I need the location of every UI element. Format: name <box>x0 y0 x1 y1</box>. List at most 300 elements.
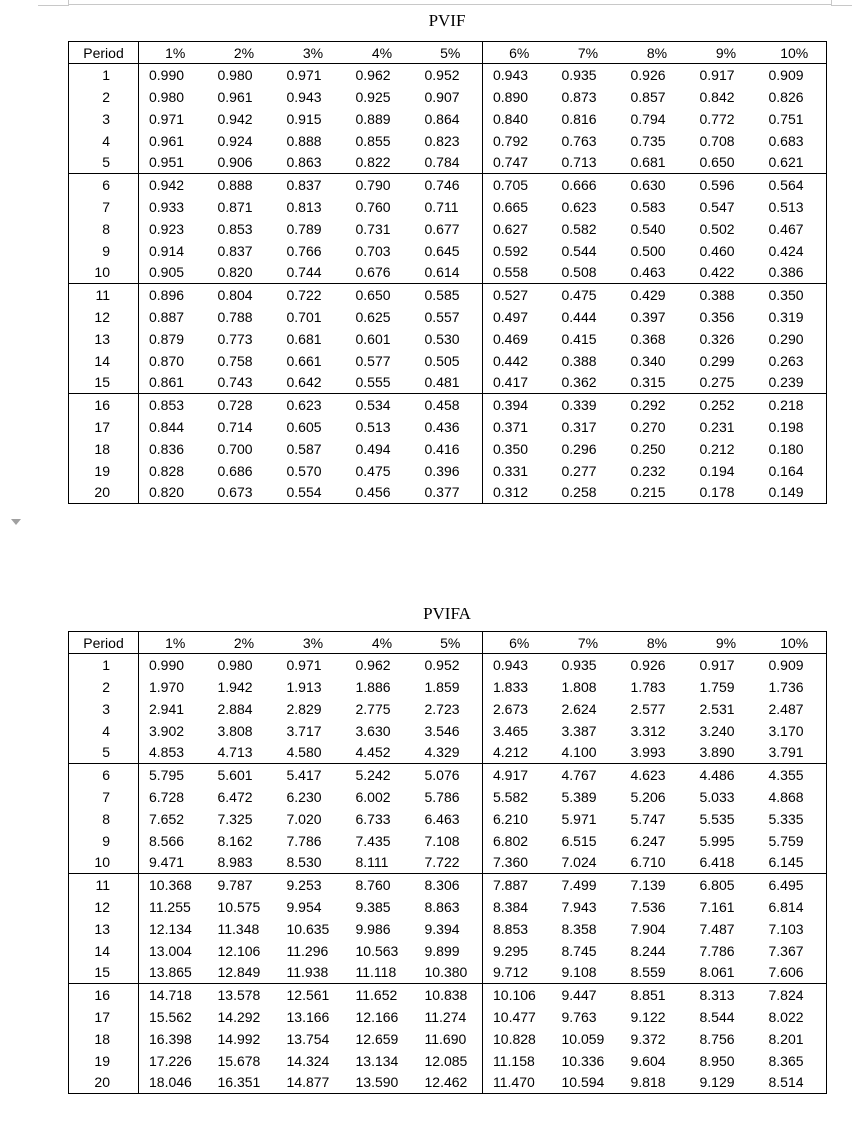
table-row <box>69 984 827 1006</box>
factor-cell: 8.760 <box>355 876 391 893</box>
triangle-down-icon[interactable] <box>11 519 21 525</box>
factor-cell: 11.690 <box>424 1030 467 1047</box>
factor-cell: 5.759 <box>768 832 804 849</box>
table-row <box>69 438 827 460</box>
factor-cell: 0.924 <box>217 132 253 149</box>
period-cell: 2 <box>102 678 110 695</box>
factor-cell: 0.804 <box>217 286 253 303</box>
factor-cell: 0.587 <box>286 440 322 457</box>
factor-cell: 5.076 <box>424 766 460 783</box>
factor-cell: 6.472 <box>217 788 253 805</box>
period-cell: 1 <box>102 66 110 83</box>
factor-cell: 5.033 <box>699 788 735 805</box>
table-row <box>69 416 827 438</box>
factor-cell: 0.513 <box>768 198 804 215</box>
period-cell: 16 <box>94 396 110 413</box>
factor-cell: 13.134 <box>355 1052 399 1069</box>
factor-cell: 8.306 <box>424 876 460 893</box>
factor-cell: 8.244 <box>630 942 666 959</box>
factor-cell: 4.212 <box>483 742 552 764</box>
factor-cell: 6.802 <box>483 830 552 852</box>
factor-cell: 0.502 <box>699 220 735 237</box>
factor-cell: 0.763 <box>561 132 597 149</box>
factor-cell: 3.717 <box>286 722 322 739</box>
table-row <box>69 482 827 504</box>
factor-cell: 4.452 <box>346 742 415 764</box>
factor-cell: 0.863 <box>277 152 346 174</box>
factor-cell: 0.889 <box>355 110 391 127</box>
factor-cell: 0.252 <box>699 396 735 413</box>
table-row <box>69 786 827 808</box>
factor-cell: 5.995 <box>699 832 735 849</box>
factor-cell: 0.596 <box>699 176 735 193</box>
factor-cell: 15.562 <box>139 1006 208 1028</box>
factor-cell: 9.954 <box>286 898 322 915</box>
factor-cell: 0.424 <box>768 242 804 259</box>
factor-cell: 7.360 <box>483 852 552 874</box>
pvif-header-period: Period <box>69 42 139 64</box>
factor-cell: 0.943 <box>286 88 322 105</box>
factor-cell: 0.788 <box>217 308 253 325</box>
pvifa-header-row <box>69 632 827 654</box>
factor-cell: 10.828 <box>483 1028 552 1050</box>
table-row <box>69 350 827 372</box>
factor-cell: 7.024 <box>552 852 621 874</box>
factor-cell: 0.731 <box>355 220 391 237</box>
factor-cell: 1.833 <box>483 676 552 698</box>
factor-cell: 0.475 <box>355 462 391 479</box>
factor-cell: 0.388 <box>561 352 597 369</box>
factor-cell: 9.295 <box>483 940 552 962</box>
factor-cell: 0.263 <box>768 352 804 369</box>
period-cell: 18 <box>94 1030 110 1047</box>
factor-cell: 4.100 <box>552 742 621 764</box>
table-row <box>69 1050 827 1072</box>
period-cell: 18 <box>94 440 110 457</box>
factor-cell: 0.926 <box>630 656 666 673</box>
period-cell: 8 <box>102 220 110 237</box>
table-row <box>69 654 827 676</box>
factor-cell: 0.747 <box>483 152 552 174</box>
factor-cell: 0.463 <box>621 262 690 284</box>
factor-cell: 4.853 <box>139 742 208 764</box>
factor-cell: 0.164 <box>768 462 804 479</box>
factor-cell: 0.315 <box>621 372 690 394</box>
factor-cell: 11.274 <box>424 1008 467 1025</box>
period-cell: 15 <box>69 962 139 984</box>
factor-cell: 0.853 <box>217 220 253 237</box>
factor-cell: 0.713 <box>552 152 621 174</box>
factor-cell: 9.471 <box>139 852 208 874</box>
factor-cell: 3.890 <box>690 742 759 764</box>
factor-cell: 0.592 <box>483 240 552 262</box>
factor-cell: 8.111 <box>346 852 415 874</box>
factor-cell: 9.122 <box>630 1008 666 1025</box>
factor-cell: 3.546 <box>424 722 460 739</box>
factor-cell: 0.836 <box>139 438 208 460</box>
factor-cell: 6.210 <box>483 808 552 830</box>
pvif-header-1pct: 1% <box>139 42 208 64</box>
table-row <box>69 676 827 698</box>
period-cell: 11 <box>95 286 110 303</box>
factor-cell: 0.677 <box>424 220 460 237</box>
factor-cell: 0.980 <box>217 66 253 83</box>
factor-cell: 8.061 <box>690 962 759 984</box>
factor-cell: 0.935 <box>561 656 597 673</box>
factor-cell: 8.756 <box>699 1030 735 1047</box>
factor-cell: 0.296 <box>561 440 597 457</box>
factor-cell: 0.494 <box>355 440 391 457</box>
factor-cell: 10.106 <box>483 984 552 1006</box>
factor-cell: 8.851 <box>630 986 666 1003</box>
factor-cell: 0.728 <box>217 396 253 413</box>
factor-cell: 4.767 <box>561 766 597 783</box>
factor-cell: 9.385 <box>355 898 391 915</box>
factor-cell: 0.386 <box>759 262 827 284</box>
factor-cell: 0.194 <box>699 462 735 479</box>
factor-cell: 6.814 <box>768 898 804 915</box>
period-cell: 5 <box>69 152 139 174</box>
factor-cell: 1.808 <box>561 678 597 695</box>
factor-cell: 7.904 <box>630 920 666 937</box>
factor-cell: 7.325 <box>217 810 253 827</box>
factor-cell: 12.849 <box>208 962 277 984</box>
page-corner-right <box>831 0 852 6</box>
factor-cell: 0.844 <box>139 416 208 438</box>
factor-cell: 0.394 <box>483 394 552 416</box>
factor-cell: 0.792 <box>483 130 552 152</box>
table-row <box>69 1028 827 1050</box>
factor-cell: 0.971 <box>286 656 322 673</box>
factor-cell: 10.635 <box>286 920 330 937</box>
factor-cell: 5.389 <box>561 788 597 805</box>
factor-cell: 0.820 <box>139 482 208 504</box>
factor-cell: 0.621 <box>759 152 827 174</box>
factor-cell: 12.462 <box>424 1074 468 1091</box>
factor-cell: 8.530 <box>277 852 346 874</box>
factor-cell: 10.575 <box>217 898 261 915</box>
pvif-header-7pct: 7% <box>552 42 621 64</box>
factor-cell: 2.673 <box>483 698 552 720</box>
factor-cell: 0.705 <box>483 174 552 196</box>
table-row <box>69 1006 827 1028</box>
factor-cell: 0.218 <box>768 396 804 413</box>
factor-cell: 3.170 <box>768 722 804 739</box>
factor-cell: 0.676 <box>346 262 415 284</box>
factor-cell: 0.926 <box>630 66 666 83</box>
factor-cell: 0.701 <box>286 308 322 325</box>
factor-cell: 10.838 <box>424 986 468 1003</box>
pvifa-header-3pct: 3% <box>277 632 346 654</box>
factor-cell: 4.580 <box>277 742 346 764</box>
factor-cell: 0.557 <box>424 308 460 325</box>
factor-cell: 0.350 <box>483 438 552 460</box>
factor-cell: 0.630 <box>630 176 666 193</box>
factor-cell: 0.888 <box>286 132 322 149</box>
factor-cell: 8.358 <box>561 920 597 937</box>
factor-cell: 0.681 <box>286 330 322 347</box>
factor-cell: 0.887 <box>139 306 208 328</box>
factor-cell: 0.180 <box>768 440 804 457</box>
factor-cell: 0.816 <box>561 110 597 127</box>
factor-cell: 0.990 <box>139 64 208 86</box>
factor-cell: 0.915 <box>286 110 322 127</box>
pvif-header-10pct: 10% <box>759 42 827 64</box>
factor-cell: 11.652 <box>355 986 398 1003</box>
factor-cell: 0.743 <box>208 372 277 394</box>
factor-cell: 10.563 <box>355 942 399 959</box>
factor-cell: 9.986 <box>355 920 391 937</box>
factor-cell: 0.896 <box>139 284 208 306</box>
factor-cell: 0.340 <box>630 352 666 369</box>
factor-cell: 8.950 <box>699 1052 735 1069</box>
pvif-header-2pct: 2% <box>208 42 277 64</box>
factor-cell: 8.201 <box>768 1030 804 1047</box>
factor-cell: 0.570 <box>286 462 322 479</box>
pvif-header-6pct: 6% <box>483 42 552 64</box>
table-row <box>69 742 827 764</box>
period-cell: 6 <box>102 176 110 193</box>
factor-cell: 13.754 <box>286 1030 330 1047</box>
factor-cell: 0.388 <box>699 286 735 303</box>
period-cell: 2 <box>102 88 110 105</box>
factor-cell: 0.760 <box>355 198 391 215</box>
table-row <box>69 698 827 720</box>
factor-cell: 0.416 <box>424 440 460 457</box>
factor-cell: 17.226 <box>139 1050 208 1072</box>
factor-cell: 13.590 <box>355 1074 399 1091</box>
period-cell: 19 <box>94 462 110 479</box>
factor-cell: 1.942 <box>217 678 253 695</box>
factor-cell: 0.444 <box>561 308 597 325</box>
factor-cell: 0.583 <box>630 198 666 215</box>
table-row <box>69 1072 827 1094</box>
factor-cell: 0.290 <box>768 330 804 347</box>
factor-cell: 0.212 <box>699 440 735 457</box>
factor-cell: 8.313 <box>699 986 735 1003</box>
factor-cell: 0.794 <box>630 110 666 127</box>
table-row <box>69 328 827 350</box>
factor-cell: 0.456 <box>355 484 391 501</box>
factor-cell: 0.708 <box>699 132 735 149</box>
page-top-rule <box>68 4 832 5</box>
factor-cell: 0.239 <box>759 372 827 394</box>
factor-cell: 6.418 <box>690 852 759 874</box>
factor-cell: 4.486 <box>699 766 735 783</box>
factor-cell: 0.397 <box>630 308 666 325</box>
period-cell: 7 <box>102 788 110 805</box>
factor-cell: 1.886 <box>355 678 391 695</box>
factor-cell: 0.623 <box>561 198 597 215</box>
table-row <box>69 394 827 416</box>
factor-cell: 6.230 <box>286 788 322 805</box>
factor-cell: 0.582 <box>561 220 597 237</box>
factor-cell: 7.020 <box>286 810 322 827</box>
factor-cell: 7.487 <box>699 920 735 937</box>
pvifa-header-5pct: 5% <box>415 632 483 654</box>
table-row <box>69 720 827 742</box>
factor-cell: 8.544 <box>699 1008 735 1025</box>
factor-cell: 7.367 <box>768 942 804 959</box>
factor-cell: 0.666 <box>561 176 597 193</box>
factor-cell: 0.577 <box>355 352 391 369</box>
factor-cell: 0.554 <box>286 484 322 501</box>
factor-cell: 0.377 <box>424 484 460 501</box>
table-row <box>69 940 827 962</box>
factor-cell: 0.508 <box>552 262 621 284</box>
factor-cell: 7.722 <box>415 852 483 874</box>
factor-cell: 0.861 <box>139 372 208 394</box>
pvif-header-3pct: 3% <box>277 42 346 64</box>
factor-cell: 0.250 <box>630 440 666 457</box>
factor-cell: 0.371 <box>483 416 552 438</box>
factor-cell: 8.853 <box>483 918 552 940</box>
factor-cell: 0.943 <box>483 64 552 86</box>
factor-cell: 0.645 <box>424 242 460 259</box>
period-cell: 12 <box>94 308 110 325</box>
factor-cell: 0.714 <box>217 418 253 435</box>
factor-cell: 0.605 <box>286 418 322 435</box>
factor-cell: 11.296 <box>286 942 329 959</box>
table-row <box>69 240 827 262</box>
factor-cell: 6.710 <box>621 852 690 874</box>
table-row <box>69 64 827 86</box>
factor-cell: 6.805 <box>699 876 735 893</box>
factor-cell: 0.942 <box>217 110 253 127</box>
factor-cell: 9.712 <box>483 962 552 984</box>
factor-cell: 4.868 <box>768 788 804 805</box>
period-cell: 4 <box>102 722 110 739</box>
period-cell: 3 <box>102 110 110 127</box>
factor-cell: 0.530 <box>424 330 460 347</box>
factor-cell: 9.253 <box>286 876 322 893</box>
factor-cell: 0.703 <box>355 242 391 259</box>
factor-cell: 0.292 <box>630 396 666 413</box>
table-row <box>69 262 827 284</box>
factor-cell: 0.460 <box>699 242 735 259</box>
table-row <box>69 86 827 108</box>
factor-cell: 2.941 <box>139 698 208 720</box>
factor-cell: 6.733 <box>355 810 391 827</box>
factor-cell: 0.422 <box>690 262 759 284</box>
factor-cell: 0.178 <box>699 484 735 501</box>
factor-cell: 1.859 <box>424 678 460 695</box>
factor-cell: 9.372 <box>630 1030 666 1047</box>
factor-cell: 8.162 <box>217 832 253 849</box>
factor-cell: 10.336 <box>561 1052 605 1069</box>
factor-cell: 9.447 <box>561 986 597 1003</box>
period-cell: 12 <box>94 898 110 915</box>
factor-cell: 0.215 <box>630 484 666 501</box>
period-cell: 14 <box>94 352 110 369</box>
factor-cell: 5.795 <box>139 764 208 786</box>
factor-cell: 11.348 <box>217 920 260 937</box>
period-cell: 3 <box>102 700 110 717</box>
factor-cell: 0.417 <box>483 372 552 394</box>
factor-cell: 11.938 <box>277 962 346 984</box>
factor-cell: 0.826 <box>768 88 804 105</box>
factor-cell: 2.775 <box>355 700 391 717</box>
page-corner-left <box>38 0 69 6</box>
factor-cell: 2.829 <box>286 700 322 717</box>
factor-cell: 0.813 <box>286 198 322 215</box>
table-row <box>69 152 827 174</box>
factor-cell: 9.604 <box>630 1052 666 1069</box>
factor-cell: 13.004 <box>139 940 208 962</box>
factor-cell: 0.971 <box>286 66 322 83</box>
factor-cell: 0.497 <box>483 306 552 328</box>
factor-cell: 0.275 <box>690 372 759 394</box>
table-row <box>69 284 827 306</box>
factor-cell: 1.970 <box>139 676 208 698</box>
factor-cell: 3.791 <box>759 742 827 764</box>
factor-cell: 0.650 <box>690 152 759 174</box>
period-cell: 6 <box>102 766 110 783</box>
factor-cell: 2.723 <box>424 700 460 717</box>
factor-cell: 7.108 <box>424 832 460 849</box>
factor-cell: 0.673 <box>217 484 253 501</box>
factor-cell: 0.319 <box>768 308 804 325</box>
table-row <box>69 130 827 152</box>
pvif-header-5pct: 5% <box>415 42 483 64</box>
factor-cell: 1.783 <box>630 678 666 695</box>
factor-cell: 13.166 <box>286 1008 330 1025</box>
factor-cell: 0.961 <box>217 88 253 105</box>
factor-cell: 0.933 <box>139 196 208 218</box>
factor-cell: 0.942 <box>139 174 208 196</box>
table-row <box>69 460 827 482</box>
period-cell: 14 <box>94 942 110 959</box>
factor-cell: 12.166 <box>355 1008 399 1025</box>
factor-cell: 5.601 <box>217 766 253 783</box>
factor-cell: 10.059 <box>561 1030 605 1047</box>
pvif-table <box>68 41 827 504</box>
factor-cell: 6.463 <box>424 810 460 827</box>
factor-cell: 16.351 <box>217 1074 261 1091</box>
factor-cell: 0.683 <box>768 132 804 149</box>
factor-cell: 7.161 <box>699 898 735 915</box>
factor-cell: 0.350 <box>768 286 804 303</box>
factor-cell: 0.429 <box>630 286 666 303</box>
period-cell: 13 <box>94 330 110 347</box>
factor-cell: 3.808 <box>217 722 253 739</box>
factor-cell: 0.665 <box>483 196 552 218</box>
factor-cell: 0.469 <box>483 328 552 350</box>
factor-cell: 0.823 <box>424 132 460 149</box>
factor-cell: 6.145 <box>759 852 827 874</box>
factor-cell: 4.917 <box>483 764 552 786</box>
factor-cell: 0.917 <box>699 656 735 673</box>
factor-cell: 0.773 <box>217 330 253 347</box>
factor-cell: 0.623 <box>286 396 322 413</box>
table-row <box>69 852 827 874</box>
factor-cell: 0.339 <box>561 396 597 413</box>
table-row <box>69 174 827 196</box>
factor-cell: 0.625 <box>355 308 391 325</box>
factor-cell: 7.943 <box>561 898 597 915</box>
period-cell: 15 <box>69 372 139 394</box>
period-cell: 17 <box>94 1008 110 1025</box>
factor-cell: 0.951 <box>139 152 208 174</box>
factor-cell: 18.046 <box>139 1072 208 1094</box>
factor-cell: 0.277 <box>561 462 597 479</box>
table-row <box>69 918 827 940</box>
table-row <box>69 874 827 896</box>
factor-cell: 2.531 <box>699 700 735 717</box>
factor-cell: 7.786 <box>699 942 735 959</box>
factor-cell: 0.534 <box>355 396 391 413</box>
period-cell: 10 <box>69 262 139 284</box>
